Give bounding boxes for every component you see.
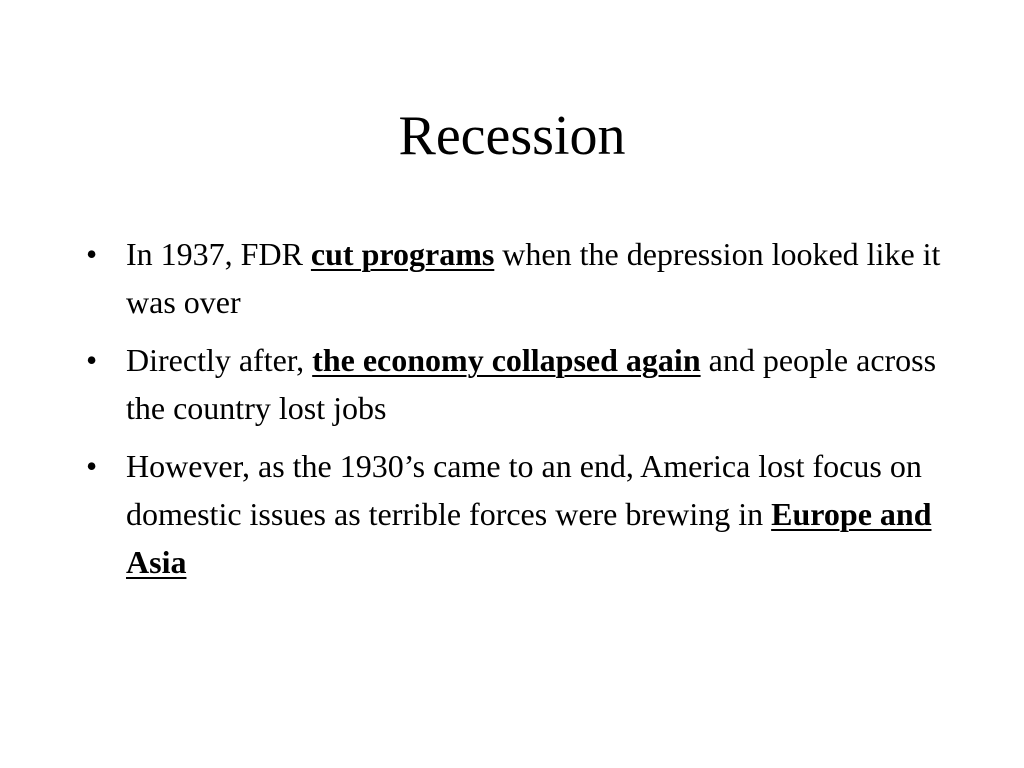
bullet-emphasis: cut programs xyxy=(310,236,495,272)
bullet-item xyxy=(86,442,946,586)
bullet-item xyxy=(86,230,946,326)
bullet-icon: • xyxy=(86,448,98,484)
bullet-text-pre: Directly after, xyxy=(126,342,313,378)
slide-title: Recession xyxy=(398,105,626,167)
bullet-emphasis: the economy collapsed again xyxy=(312,342,701,378)
bullet-emphasis: Europe and Asia xyxy=(126,496,932,580)
bullet-text-pre: However, as the 1930’s came to an end, America lost focus on domestic issues as terrible forces were brewing in xyxy=(126,448,922,532)
bullet-list xyxy=(86,230,946,596)
bullet-icon: • xyxy=(86,236,98,272)
bullet-text-post: when the depression looked like it was over xyxy=(126,236,941,320)
bullet-text-pre: In 1937, FDR xyxy=(126,236,311,272)
bullet-item xyxy=(86,336,946,432)
bullet-icon: • xyxy=(86,342,98,378)
bullet-text-post: and people across the country lost jobs xyxy=(126,342,937,426)
